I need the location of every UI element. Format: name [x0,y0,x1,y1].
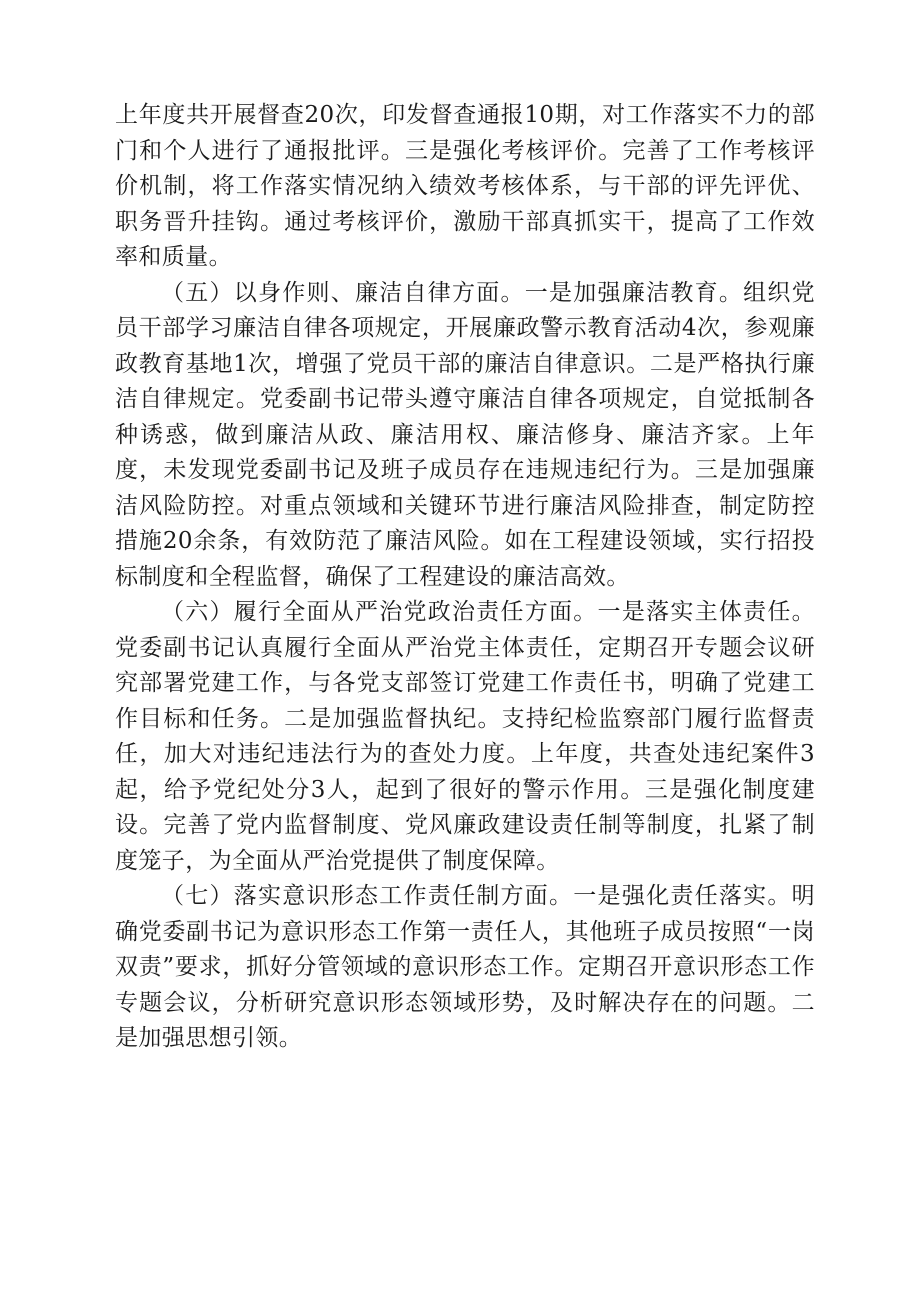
paragraph-section-7: （七）落实意识形态工作责任制方面。一是强化责任落实。明确党委副书记为意识形态工作第一责任人，其他班子成员按照“一岗双责”要求，抓好分管领域的意识形态工作。定期召开意识形态工作专题会议，分析研究意识形态领域形势，及时解决存在的问题。二是加强思想引领。 [115,883,815,1051]
paragraph-section-6: （六）履行全面从严治党政治责任方面。一是落实主体责任。党委副书记认真履行全面从严治党主体责任，定期召开专题会议研究部署党建工作，与各党支部签订党建工作责任书，明确了党建工作目标和任务。二是加强监督执纪。支持纪检监察部门履行监督责任，加大对违纪违法行为的查处力度。上年度，共查处违纪案件3起，给予党纪处分3人，起到了很好的警示作用。三是强化制度建设。完善了党内监督制度、党风廉政建设责任制等制度，扎紧了制度笼子，为全面从严治党提供了制度保障。 [115,599,815,874]
paragraph-continuation: 上年度共开展督查20次，印发督查通报10期，对工作落实不力的部门和个人进行了通报批评。三是强化考核评价。完善了工作考核评价机制，将工作落实情况纳入绩效考核体系，与干部的评先评优、职务晋升挂钩。通过考核评价，激励干部真抓实干，提高了工作效率和质量。 [115,102,815,270]
paragraph-section-5: （五）以身作则、廉洁自律方面。一是加强廉洁教育。组织党员干部学习廉洁自律各项规定，开展廉政警示教育活动4次，参观廉政教育基地1次，增强了党员干部的廉洁自律意识。二是严格执行廉洁自律规定。党委副书记带头遵守廉洁自律各项规定，自觉抵制各种诱惑，做到廉洁从政、廉洁用权、廉洁修身、廉洁齐家。上年度，未发现党委副书记及班子成员存在违规违纪行为。三是加强廉洁风险防控。对重点领域和关键环节进行廉洁风险排查，制定防控措施20余条，有效防范了廉洁风险。如在工程建设领域，实行招投标制度和全程监督，确保了工程建设的廉洁高效。 [115,279,815,590]
document-body [115,98,815,1057]
